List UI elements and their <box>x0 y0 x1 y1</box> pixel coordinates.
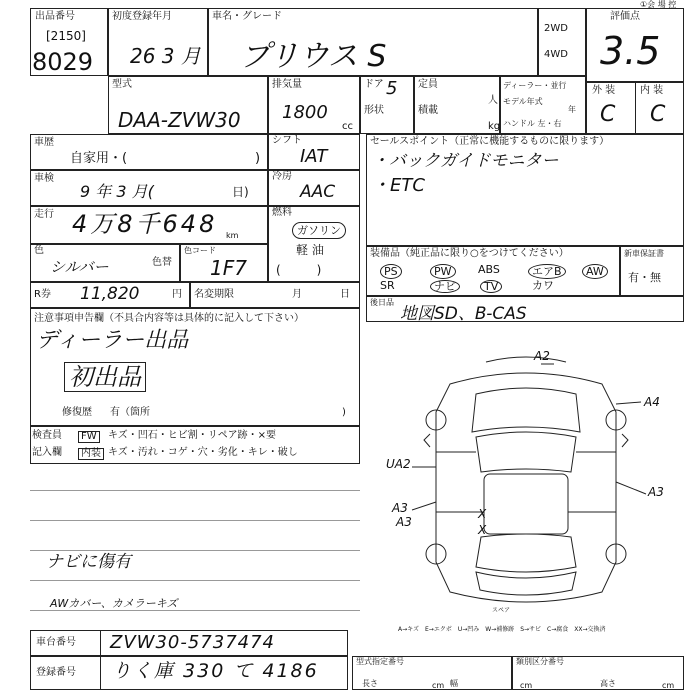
reg-value: りく庫 330 て 4186 <box>112 660 319 682</box>
day-unit: 日 <box>340 289 350 300</box>
spare-label: スペア <box>492 607 511 614</box>
inspector-label2: 記入欄 <box>32 447 62 458</box>
lot-number: 8029 <box>32 48 94 76</box>
repair-close: ) <box>342 407 346 418</box>
equipment-label: 装備品（純正品に限り○をつけてください） <box>370 248 569 259</box>
warranty-label: 新車保証書 <box>624 249 664 258</box>
inspect-value: 9 年 3 月( <box>80 182 154 201</box>
dealer-label: ディーラー・並行 <box>503 81 567 90</box>
mark-a2: A2 <box>534 349 550 363</box>
ext-value: C <box>600 102 616 127</box>
disp-value: 1800 <box>282 102 328 123</box>
recycle-label: R券 <box>34 289 51 300</box>
eval-value: 3.5 <box>600 29 661 73</box>
int-value: C <box>650 102 666 127</box>
retro-value: 地図SD、B-CAS <box>400 304 527 324</box>
4wd-label: 4WD <box>544 49 568 60</box>
ac-value: AAC <box>300 182 336 202</box>
cm-unit-2: cm <box>520 681 533 690</box>
mark-x1: X <box>478 507 487 521</box>
corner-note: ①会 場 控 <box>640 0 677 9</box>
recycle-unit: 円 <box>172 289 182 300</box>
first-reg-label: 初度登録年月 <box>112 11 172 22</box>
kg-unit: kg <box>488 121 501 132</box>
handwritten-note-1: ナビに傷有 <box>46 552 131 572</box>
mileage-label: 走行 <box>34 209 54 220</box>
lot-label: 出品番号 <box>35 11 75 22</box>
door-value: 5 <box>386 78 398 99</box>
inspect-day-unit: 日) <box>232 185 249 199</box>
color-value: シルバー <box>50 258 109 276</box>
chassis-value: ZVW30-5737474 <box>110 632 276 653</box>
sales-point-line2: ・ETC <box>372 175 425 196</box>
naiso-label: 内装 <box>78 448 104 460</box>
len-label: 長さ <box>362 679 378 688</box>
name-change-label: 名変期限 <box>194 289 234 300</box>
color-label: 色 <box>34 245 44 256</box>
history-value: 自家用・( <box>70 151 128 166</box>
history-close: ) <box>255 151 261 166</box>
type-label: 型式 <box>112 79 132 90</box>
disp-label: 排気量 <box>272 79 302 90</box>
eq-sr: SR <box>380 279 395 292</box>
load-label: 積載 <box>418 105 438 116</box>
chassis-label: 車台番号 <box>36 637 76 648</box>
class-no-label: 類別区分番号 <box>516 657 564 666</box>
naiso-items: キズ・汚れ・コゲ・穴・劣化・キレ・破し <box>108 447 298 458</box>
model-year-label: モデル年式 <box>503 97 543 106</box>
retro-label: 後日品 <box>370 298 394 307</box>
car-damage-diagram <box>366 322 684 622</box>
type-value: DAA-ZVW30 <box>118 108 241 132</box>
width-label: 幅 <box>450 679 458 688</box>
color-code-value: 1F7 <box>210 256 247 280</box>
type-no-label: 型式指定番号 <box>356 657 404 666</box>
int-label: 内 装 <box>640 85 664 96</box>
year-unit: 年 <box>568 105 576 114</box>
ac-label: 冷房 <box>272 171 292 182</box>
drive-box <box>538 8 586 76</box>
sales-point-label: セールスポイント（正常に機能するものに限ります） <box>370 136 610 147</box>
reg-label: 登録番号 <box>36 667 76 678</box>
fw-items: キズ・凹石・ヒビ割・リペア跡・×要 <box>108 430 276 441</box>
km-unit: km <box>226 231 239 240</box>
mark-a3-right: A3 <box>648 485 664 499</box>
disp-unit: cc <box>342 121 353 132</box>
warranty-value: 有・無 <box>628 271 661 284</box>
color-code-label: 色コード <box>184 246 216 255</box>
mark-a3-left: A3 <box>392 501 408 515</box>
person-unit: 人 <box>488 95 498 106</box>
first-reg-value: 26 3 月 <box>130 44 201 68</box>
eq-navi: ナビ <box>430 280 460 293</box>
cm-unit-1: cm <box>432 681 445 690</box>
2wd-label: 2WD <box>544 23 568 34</box>
notes-line2: 初出品 <box>64 362 146 392</box>
eq-abs: ABS <box>478 263 500 276</box>
inspector-label1: 検査員 <box>32 430 62 441</box>
eq-pw: PW <box>430 264 456 279</box>
notes-line1: ディーラー出品 <box>36 328 189 353</box>
shift-label: シフト <box>272 135 302 146</box>
mark-a4: A4 <box>644 395 660 409</box>
repair-value: 有（箇所 <box>110 407 150 418</box>
fuel-paren: ( ) <box>276 263 322 277</box>
history-label: 車歴 <box>34 137 54 148</box>
month-unit: 月 <box>292 289 302 300</box>
door-label: ドア <box>364 79 384 90</box>
model-value: プリウス S <box>240 39 387 74</box>
handwritten-note-2: AWカバー、カメラーキズ <box>50 597 178 610</box>
eq-ps: PS <box>380 264 402 279</box>
mark-a3-left2: A3 <box>396 515 412 529</box>
damage-legend: A→キズ E→エクボ U→凹み W→補修跡 S→サビ C→腐食 XX→交換済 <box>398 626 606 633</box>
shift-value: IAT <box>300 146 328 167</box>
mark-ua2: UA2 <box>386 457 411 471</box>
shape-label: 形状 <box>364 105 384 116</box>
sales-point-line1: ・バックガイドモニター <box>372 151 559 171</box>
lot-sub: [2150] <box>46 29 86 43</box>
ext-label: 外 装 <box>592 85 616 96</box>
eq-tv: TV <box>480 280 502 293</box>
fuel-value2: 軽 油 <box>296 243 324 257</box>
recycle-value: 11,820 <box>80 284 140 304</box>
color-change-label: 色替 <box>152 257 172 268</box>
mileage-value: 4万8千648 <box>72 210 218 238</box>
handle-label: ハンドル 左・右 <box>503 119 562 128</box>
history-box <box>30 134 268 170</box>
eval-label: 評価点 <box>610 11 640 22</box>
fw-label: FW <box>78 431 100 443</box>
inspect-label: 車検 <box>34 173 54 184</box>
model-label: 車名・グレード <box>212 11 282 22</box>
height-label: 高さ <box>600 679 616 688</box>
mark-x2: X <box>478 523 487 537</box>
fuel-label: 燃料 <box>272 207 292 218</box>
eq-leather: カワ <box>532 279 554 292</box>
eq-aw: AW <box>582 264 608 279</box>
repair-label: 修復歴 <box>62 407 92 418</box>
notes-label: 注意事項申告欄（不具合内容等は具体的に記入して下さい） <box>34 313 304 324</box>
fuel-value: ガソリン <box>292 222 346 239</box>
cm-unit-3: cm <box>662 681 675 690</box>
eq-airb: エアB <box>528 264 566 279</box>
cap-label: 定員 <box>418 79 438 90</box>
